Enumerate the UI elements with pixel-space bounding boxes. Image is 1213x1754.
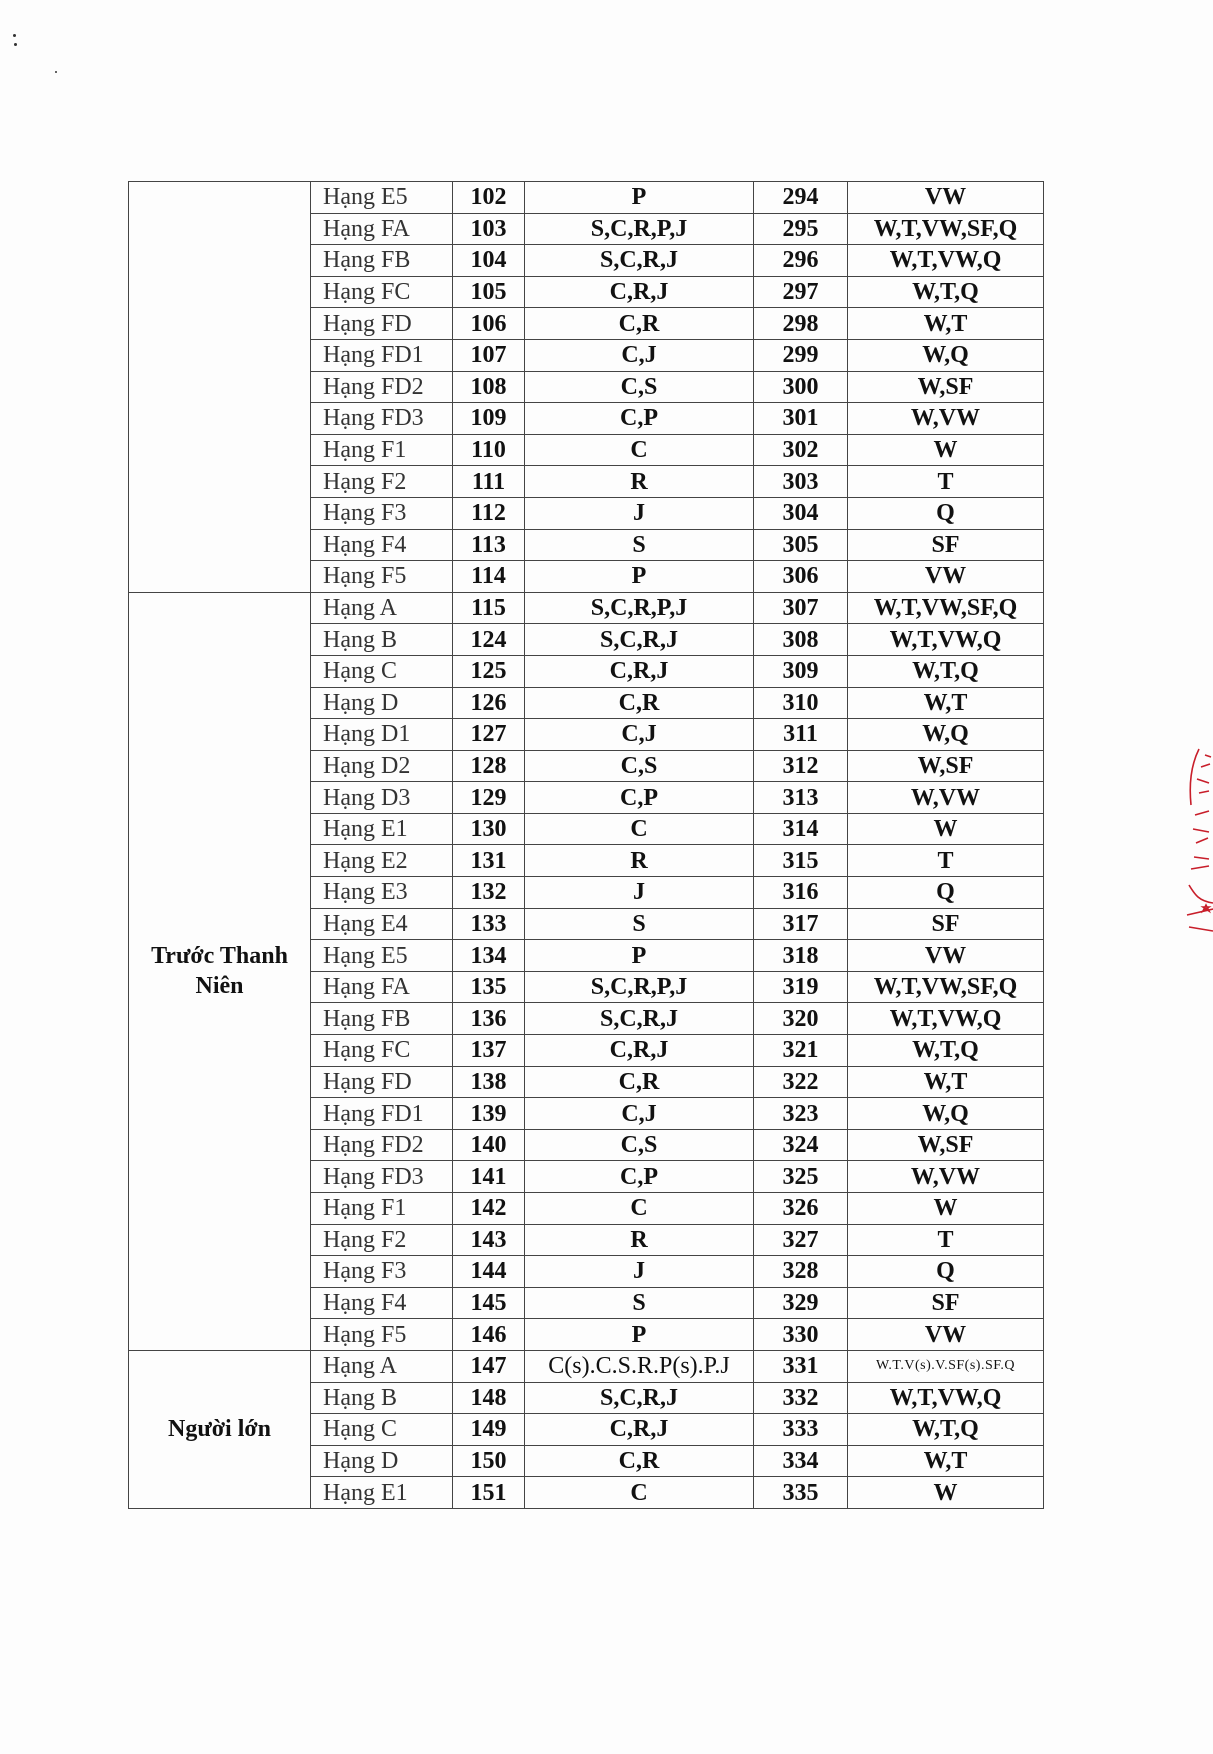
alt-code-list-cell: W,VW bbox=[848, 403, 1044, 435]
code-list-cell: C,P bbox=[525, 782, 754, 814]
table-row bbox=[129, 182, 1044, 214]
code-list-cell: R bbox=[525, 845, 754, 877]
table-row bbox=[129, 592, 1044, 624]
class-number-cell: 131 bbox=[453, 845, 525, 877]
alt-code-list-cell: W bbox=[848, 1477, 1044, 1509]
code-list-cell: C,R bbox=[525, 1066, 754, 1098]
class-name-cell: Hạng C bbox=[311, 655, 453, 687]
class-name-cell: Hạng E2 bbox=[311, 845, 453, 877]
alt-number-cell: 326 bbox=[754, 1193, 848, 1225]
alt-code-list-cell: W,T bbox=[848, 308, 1044, 340]
class-name-cell: Hạng FA bbox=[311, 213, 453, 245]
class-name-cell: Hạng FB bbox=[311, 245, 453, 277]
class-number-cell: 149 bbox=[453, 1414, 525, 1446]
class-name-cell: Hạng D bbox=[311, 687, 453, 719]
class-name-cell: Hạng FD bbox=[311, 308, 453, 340]
alt-number-cell: 319 bbox=[754, 971, 848, 1003]
alt-code-list-cell: W,SF bbox=[848, 1129, 1044, 1161]
class-name-cell: Hạng FD2 bbox=[311, 1129, 453, 1161]
class-name-cell: Hạng F4 bbox=[311, 1287, 453, 1319]
code-list-cell: P bbox=[525, 561, 754, 593]
alt-number-cell: 317 bbox=[754, 908, 848, 940]
class-name-cell: Hạng E1 bbox=[311, 1477, 453, 1509]
alt-code-list-cell: Q bbox=[848, 877, 1044, 909]
class-number-cell: 148 bbox=[453, 1382, 525, 1414]
alt-number-cell: 305 bbox=[754, 529, 848, 561]
class-number-cell: 136 bbox=[453, 1003, 525, 1035]
alt-code-list-cell: W,Q bbox=[848, 719, 1044, 751]
code-list-cell: C bbox=[525, 813, 754, 845]
class-number-cell: 114 bbox=[453, 561, 525, 593]
code-list-cell: P bbox=[525, 1319, 754, 1351]
alt-number-cell: 327 bbox=[754, 1224, 848, 1256]
alt-number-cell: 322 bbox=[754, 1066, 848, 1098]
code-list-cell: C,R,J bbox=[525, 655, 754, 687]
alt-number-cell: 307 bbox=[754, 592, 848, 624]
alt-number-cell: 329 bbox=[754, 1287, 848, 1319]
code-list-cell: P bbox=[525, 182, 754, 214]
code-list-cell: S,C,R,P,J bbox=[525, 592, 754, 624]
code-list-cell: C,R bbox=[525, 687, 754, 719]
class-number-cell: 147 bbox=[453, 1350, 525, 1382]
alt-code-list-cell: W,T,VW,Q bbox=[848, 245, 1044, 277]
code-list-cell: C,R,J bbox=[525, 1414, 754, 1446]
alt-code-list-cell: W,SF bbox=[848, 750, 1044, 782]
code-list-cell: C,R,J bbox=[525, 276, 754, 308]
scan-speck bbox=[55, 71, 57, 73]
class-name-cell: Hạng D2 bbox=[311, 750, 453, 782]
alt-code-list-cell: W,Q bbox=[848, 339, 1044, 371]
class-number-cell: 125 bbox=[453, 655, 525, 687]
code-list-cell: C,J bbox=[525, 1098, 754, 1130]
alt-number-cell: 330 bbox=[754, 1319, 848, 1351]
class-name-cell: Hạng B bbox=[311, 624, 453, 656]
alt-number-cell: 328 bbox=[754, 1256, 848, 1288]
class-name-cell: Hạng FD1 bbox=[311, 1098, 453, 1130]
class-number-cell: 127 bbox=[453, 719, 525, 751]
class-number-cell: 138 bbox=[453, 1066, 525, 1098]
alt-code-list-cell: VW bbox=[848, 561, 1044, 593]
alt-number-cell: 321 bbox=[754, 1035, 848, 1067]
alt-code-list-cell: W,T,VW,Q bbox=[848, 1003, 1044, 1035]
alt-code-list-cell: T bbox=[848, 1224, 1044, 1256]
table-row bbox=[129, 1350, 1044, 1382]
group-label: Người lớn bbox=[129, 1350, 311, 1508]
class-name-cell: Hạng E4 bbox=[311, 908, 453, 940]
seal-stamp-icon bbox=[1169, 745, 1213, 940]
class-name-cell: Hạng FD bbox=[311, 1066, 453, 1098]
class-number-cell: 112 bbox=[453, 497, 525, 529]
code-list-cell: S,C,R,P,J bbox=[525, 213, 754, 245]
class-number-cell: 134 bbox=[453, 940, 525, 972]
class-number-cell: 103 bbox=[453, 213, 525, 245]
alt-code-list-cell: W,T,VW,SF,Q bbox=[848, 592, 1044, 624]
alt-number-cell: 316 bbox=[754, 877, 848, 909]
code-list-cell: C,P bbox=[525, 1161, 754, 1193]
alt-code-list-cell: VW bbox=[848, 182, 1044, 214]
class-name-cell: Hạng E5 bbox=[311, 182, 453, 214]
scan-speck bbox=[14, 43, 17, 46]
class-number-cell: 115 bbox=[453, 592, 525, 624]
class-name-cell: Hạng FA bbox=[311, 971, 453, 1003]
alt-code-list-cell: W,T,VW,SF,Q bbox=[848, 213, 1044, 245]
class-name-cell: Hạng F2 bbox=[311, 466, 453, 498]
class-number-cell: 107 bbox=[453, 339, 525, 371]
class-name-cell: Hạng FD2 bbox=[311, 371, 453, 403]
class-name-cell: Hạng F5 bbox=[311, 1319, 453, 1351]
red-seal-fragment bbox=[1169, 745, 1213, 940]
class-name-cell: Hạng D bbox=[311, 1445, 453, 1477]
class-number-cell: 109 bbox=[453, 403, 525, 435]
class-number-cell: 140 bbox=[453, 1129, 525, 1161]
class-number-cell: 145 bbox=[453, 1287, 525, 1319]
alt-number-cell: 306 bbox=[754, 561, 848, 593]
class-name-cell: Hạng A bbox=[311, 1350, 453, 1382]
code-list-cell: C bbox=[525, 1193, 754, 1225]
class-name-cell: Hạng D3 bbox=[311, 782, 453, 814]
code-list-cell: S,C,R,J bbox=[525, 245, 754, 277]
class-number-cell: 133 bbox=[453, 908, 525, 940]
class-number-cell: 151 bbox=[453, 1477, 525, 1509]
class-number-cell: 144 bbox=[453, 1256, 525, 1288]
alt-number-cell: 324 bbox=[754, 1129, 848, 1161]
code-list-cell: S bbox=[525, 1287, 754, 1319]
code-list-cell: S bbox=[525, 908, 754, 940]
alt-code-list-cell: W,T,Q bbox=[848, 1035, 1044, 1067]
class-number-cell: 142 bbox=[453, 1193, 525, 1225]
class-number-cell: 106 bbox=[453, 308, 525, 340]
code-list-cell: R bbox=[525, 466, 754, 498]
alt-number-cell: 313 bbox=[754, 782, 848, 814]
code-list-cell: S,C,R,J bbox=[525, 624, 754, 656]
class-number-cell: 110 bbox=[453, 434, 525, 466]
class-name-cell: Hạng FD1 bbox=[311, 339, 453, 371]
class-name-cell: Hạng C bbox=[311, 1414, 453, 1446]
class-name-cell: Hạng A bbox=[311, 592, 453, 624]
class-number-cell: 111 bbox=[453, 466, 525, 498]
code-list-cell: J bbox=[525, 877, 754, 909]
alt-number-cell: 323 bbox=[754, 1098, 848, 1130]
alt-code-list-cell: W,T,VW,SF,Q bbox=[848, 971, 1044, 1003]
alt-number-cell: 310 bbox=[754, 687, 848, 719]
class-code-table bbox=[128, 181, 1044, 1509]
alt-number-cell: 300 bbox=[754, 371, 848, 403]
alt-number-cell: 304 bbox=[754, 497, 848, 529]
class-number-cell: 130 bbox=[453, 813, 525, 845]
code-list-cell: C bbox=[525, 1477, 754, 1509]
code-list-cell: S,C,R,P,J bbox=[525, 971, 754, 1003]
alt-code-list-cell: W,T,Q bbox=[848, 1414, 1044, 1446]
code-list-cell: C,P bbox=[525, 403, 754, 435]
code-list-cell: P bbox=[525, 940, 754, 972]
code-list-cell: C,S bbox=[525, 1129, 754, 1161]
code-list-cell: C,S bbox=[525, 750, 754, 782]
class-number-cell: 150 bbox=[453, 1445, 525, 1477]
class-number-cell: 139 bbox=[453, 1098, 525, 1130]
code-list-cell: S,C,R,J bbox=[525, 1382, 754, 1414]
alt-code-list-cell: W,T,Q bbox=[848, 276, 1044, 308]
alt-number-cell: 311 bbox=[754, 719, 848, 751]
alt-code-list-cell: W,Q bbox=[848, 1098, 1044, 1130]
alt-number-cell: 296 bbox=[754, 245, 848, 277]
class-number-cell: 132 bbox=[453, 877, 525, 909]
alt-code-list-cell: W,T bbox=[848, 1066, 1044, 1098]
alt-number-cell: 309 bbox=[754, 655, 848, 687]
alt-code-list-cell: VW bbox=[848, 940, 1044, 972]
alt-number-cell: 302 bbox=[754, 434, 848, 466]
alt-number-cell: 298 bbox=[754, 308, 848, 340]
class-name-cell: Hạng FB bbox=[311, 1003, 453, 1035]
alt-code-list-cell: W bbox=[848, 1193, 1044, 1225]
class-number-cell: 135 bbox=[453, 971, 525, 1003]
alt-code-list-cell: W.T.V(s).V.SF(s).SF.Q bbox=[848, 1350, 1044, 1382]
class-name-cell: Hạng F4 bbox=[311, 529, 453, 561]
class-name-cell: Hạng F3 bbox=[311, 497, 453, 529]
alt-code-list-cell: T bbox=[848, 466, 1044, 498]
class-number-cell: 104 bbox=[453, 245, 525, 277]
class-number-cell: 128 bbox=[453, 750, 525, 782]
class-number-cell: 126 bbox=[453, 687, 525, 719]
alt-number-cell: 335 bbox=[754, 1477, 848, 1509]
alt-code-list-cell: W,T bbox=[848, 1445, 1044, 1477]
class-number-cell: 113 bbox=[453, 529, 525, 561]
alt-number-cell: 294 bbox=[754, 182, 848, 214]
alt-code-list-cell: T bbox=[848, 845, 1044, 877]
class-name-cell: Hạng F1 bbox=[311, 434, 453, 466]
alt-number-cell: 297 bbox=[754, 276, 848, 308]
code-list-cell: S,C,R,J bbox=[525, 1003, 754, 1035]
alt-code-list-cell: W,T,VW,Q bbox=[848, 624, 1044, 656]
scan-speck bbox=[13, 34, 16, 37]
group-label bbox=[129, 182, 311, 593]
alt-number-cell: 333 bbox=[754, 1414, 848, 1446]
alt-number-cell: 299 bbox=[754, 339, 848, 371]
alt-number-cell: 320 bbox=[754, 1003, 848, 1035]
class-number-cell: 143 bbox=[453, 1224, 525, 1256]
alt-number-cell: 295 bbox=[754, 213, 848, 245]
class-name-cell: Hạng F1 bbox=[311, 1193, 453, 1225]
alt-code-list-cell: Q bbox=[848, 497, 1044, 529]
alt-number-cell: 308 bbox=[754, 624, 848, 656]
class-number-cell: 102 bbox=[453, 182, 525, 214]
code-list-cell: J bbox=[525, 497, 754, 529]
alt-code-list-cell: SF bbox=[848, 1287, 1044, 1319]
alt-code-list-cell: W,SF bbox=[848, 371, 1044, 403]
code-list-cell: C,R bbox=[525, 308, 754, 340]
class-number-cell: 141 bbox=[453, 1161, 525, 1193]
alt-number-cell: 301 bbox=[754, 403, 848, 435]
class-number-cell: 105 bbox=[453, 276, 525, 308]
class-name-cell: Hạng E1 bbox=[311, 813, 453, 845]
class-name-cell: Hạng B bbox=[311, 1382, 453, 1414]
code-list-cell: C bbox=[525, 434, 754, 466]
alt-code-list-cell: Q bbox=[848, 1256, 1044, 1288]
alt-number-cell: 325 bbox=[754, 1161, 848, 1193]
alt-code-list-cell: SF bbox=[848, 908, 1044, 940]
class-name-cell: Hạng E3 bbox=[311, 877, 453, 909]
class-name-cell: Hạng E5 bbox=[311, 940, 453, 972]
alt-code-list-cell: W,T,Q bbox=[848, 655, 1044, 687]
code-list-cell: J bbox=[525, 1256, 754, 1288]
class-name-cell: Hạng F5 bbox=[311, 561, 453, 593]
alt-number-cell: 315 bbox=[754, 845, 848, 877]
alt-code-list-cell: VW bbox=[848, 1319, 1044, 1351]
alt-code-list-cell: W bbox=[848, 813, 1044, 845]
class-number-cell: 108 bbox=[453, 371, 525, 403]
code-list-cell: S bbox=[525, 529, 754, 561]
table-body bbox=[129, 182, 1044, 1509]
alt-code-list-cell: SF bbox=[848, 529, 1044, 561]
alt-number-cell: 334 bbox=[754, 1445, 848, 1477]
group-label: Trước Thanh Niên bbox=[129, 592, 311, 1350]
alt-number-cell: 332 bbox=[754, 1382, 848, 1414]
class-number-cell: 146 bbox=[453, 1319, 525, 1351]
class-name-cell: Hạng FD3 bbox=[311, 403, 453, 435]
code-list-cell: C,J bbox=[525, 339, 754, 371]
alt-code-list-cell: W,VW bbox=[848, 1161, 1044, 1193]
code-list-cell: C(s).C.S.R.P(s).P.J bbox=[525, 1350, 754, 1382]
alt-code-list-cell: W,VW bbox=[848, 782, 1044, 814]
alt-code-list-cell: W,T bbox=[848, 687, 1044, 719]
code-list-cell: C,R,J bbox=[525, 1035, 754, 1067]
alt-number-cell: 312 bbox=[754, 750, 848, 782]
alt-number-cell: 331 bbox=[754, 1350, 848, 1382]
class-name-cell: Hạng FC bbox=[311, 1035, 453, 1067]
class-name-cell: Hạng D1 bbox=[311, 719, 453, 751]
alt-number-cell: 303 bbox=[754, 466, 848, 498]
class-number-cell: 137 bbox=[453, 1035, 525, 1067]
class-name-cell: Hạng FD3 bbox=[311, 1161, 453, 1193]
code-list-cell: C,S bbox=[525, 371, 754, 403]
code-list-cell: C,J bbox=[525, 719, 754, 751]
class-name-cell: Hạng FC bbox=[311, 276, 453, 308]
code-list-cell: R bbox=[525, 1224, 754, 1256]
alt-number-cell: 314 bbox=[754, 813, 848, 845]
class-name-cell: Hạng F2 bbox=[311, 1224, 453, 1256]
code-list-cell: C,R bbox=[525, 1445, 754, 1477]
class-number-cell: 124 bbox=[453, 624, 525, 656]
alt-code-list-cell: W,T,VW,Q bbox=[848, 1382, 1044, 1414]
alt-code-list-cell: W bbox=[848, 434, 1044, 466]
alt-number-cell: 318 bbox=[754, 940, 848, 972]
class-name-cell: Hạng F3 bbox=[311, 1256, 453, 1288]
class-number-cell: 129 bbox=[453, 782, 525, 814]
